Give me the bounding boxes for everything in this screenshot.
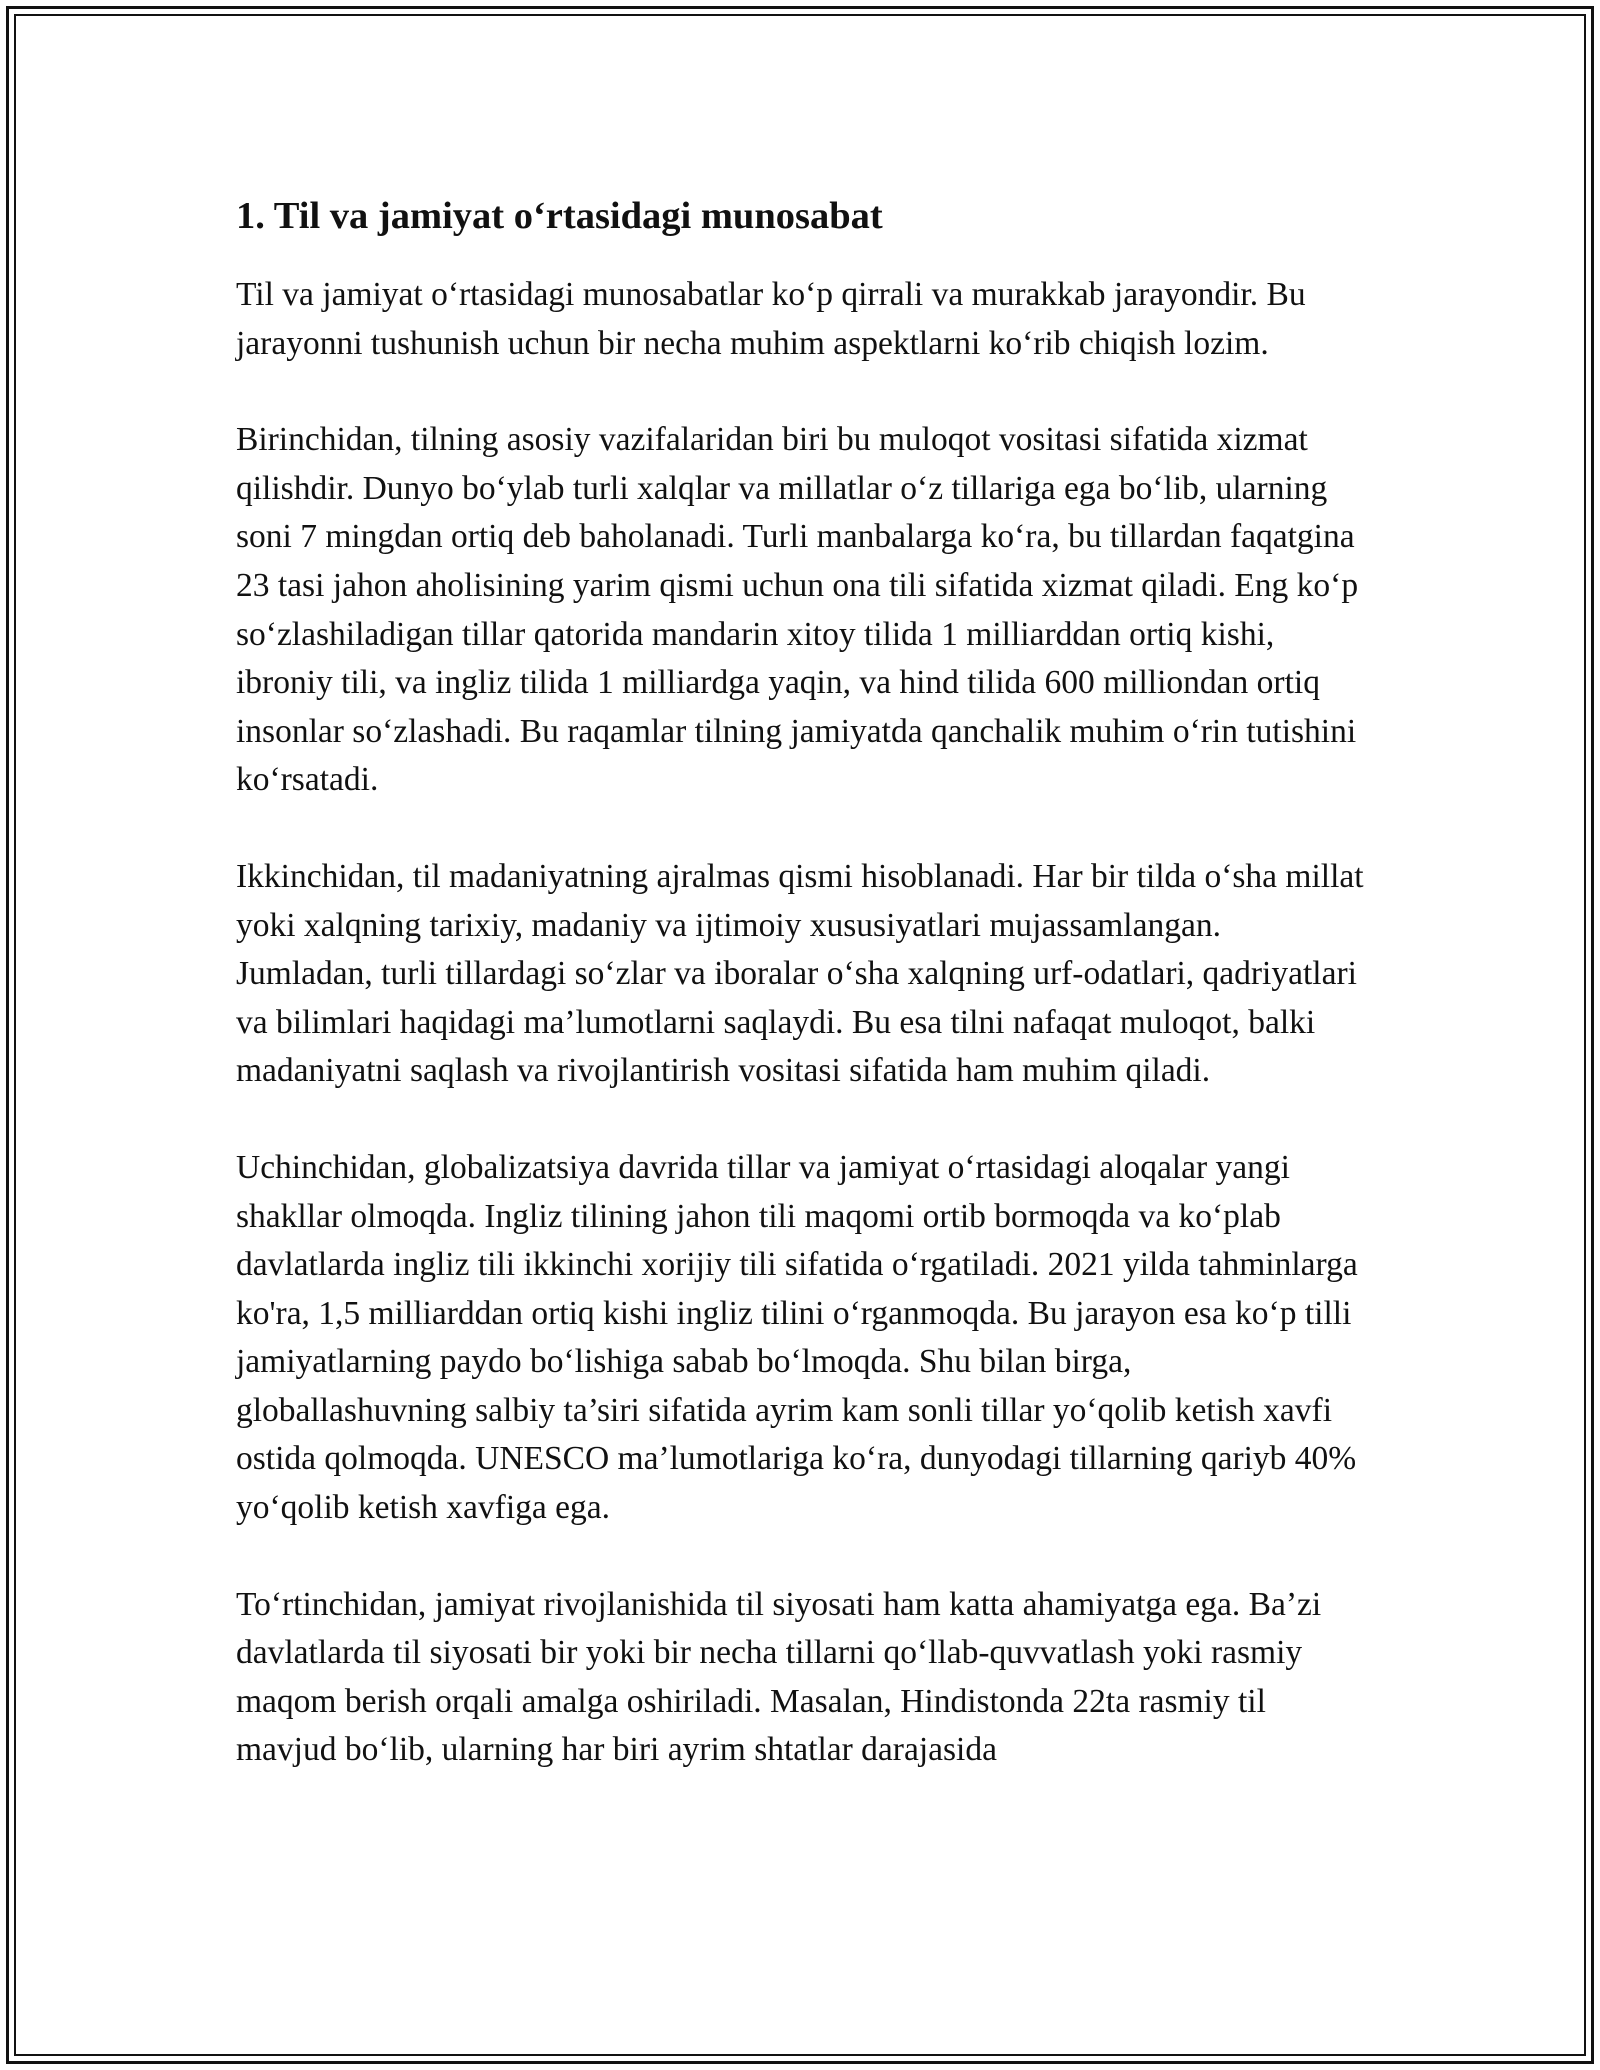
paragraph-first: Birinchidan, tilning asosiy vazifalaridan biri bu muloqot vositasi sifatida xizmat qilishdir. Dunyo bo‘ylab turli xalqlar va millatlar o‘z tillariga ega bo‘lib, ularning soni 7 mingdan ortiq deb baholanadi. Turli manbalarga ko‘ra, bu tillardan faqatgina 23 tasi jahon aholisining yarim qismi uchun ona tili sifatida xizmat qiladi. Eng ko‘p so‘zlashiladigan tillar qatorida mandarin xitoy tilida 1 milliarddan ortiq kishi, ibroniy tili, va ingliz tilida 1 milliardga yaqin, va hind tilida 600 milliondan ortiq insonlar so‘zlashadi. Bu raqamlar tilning jamiyatda qanchalik muhim o‘rin tutishini ko‘rsatadi. xyxy=(236,421,1359,799)
document-body xyxy=(236,188,1366,1823)
paragraph-fourth: To‘rtinchidan, jamiyat rivojlanishida til siyosati ham katta ahamiyatga ega. Ba’zi davlatlarda til siyosati bir yoki bir necha tillarni qo‘llab-quvvatlash yoki rasmiy maqom berish orqali amalga oshiriladi. Masalan, Hindistonda 22ta rasmiy til mavjud bo‘lib, ularning har biri ayrim shtatlar darajasida xyxy=(236,1585,1322,1769)
paragraph-intro: Til va jamiyat o‘rtasidagi munosabatlar ko‘p qirrali va murakkab jarayondir. Bu jarayonni tushunish uchun bir necha muhim aspektlarni ko‘rib chiqish lozim. xyxy=(236,276,1306,362)
paragraph-third: Uchinchidan, globalizatsiya davrida tillar va jamiyat o‘rtasidagi aloqalar yangi shakllar olmoqda. Ingliz tilining jahon tili maqomi ortib bormoqda va ko‘plab davlatlarda ingliz tili ikkinchi xorijiy tili sifatida o‘rgatiladi. 2021 yilda tahminlarga ko'ra, 1,5 milliarddan ortiq kishi ingliz tilini o‘rganmoqda. Bu jarayon esa ko‘p tilli jamiyatlarning paydo bo‘lishiga sabab bo‘lmoqda. Shu bilan birga, globallashuvning salbiy ta’siri sifatida ayrim kam sonli tillar yo‘qolib ketish xavfi ostida qolmoqda. UNESCO ma’lumotlariga ko‘ra, dunyodagi tillarning qariyb 40% yo‘qolib ketish xavfiga ega. xyxy=(236,1148,1358,1527)
paragraph-second: Ikkinchidan, til madaniyatning ajralmas qismi hisoblanadi. Har bir tilda o‘sha millat yoki xalqning tarixiy, madaniy va ijtimoiy xususiyatlari mujassamlangan. Jumladan, turli tillardagi so‘zlar va iboralar o‘sha xalqning urf-odatlari, qadriyatlari va bilimlari haqidagi ma’lumotlarni saqlaydi. Bu esa tilni nafaqat muloqot, balki madaniyatni saqlash va rivojlantirish vositasi sifatida ham muhim qiladi. xyxy=(236,857,1364,1090)
section-heading: 1. Til va jamiyat o‘rtasidagi munosabat xyxy=(236,195,883,237)
